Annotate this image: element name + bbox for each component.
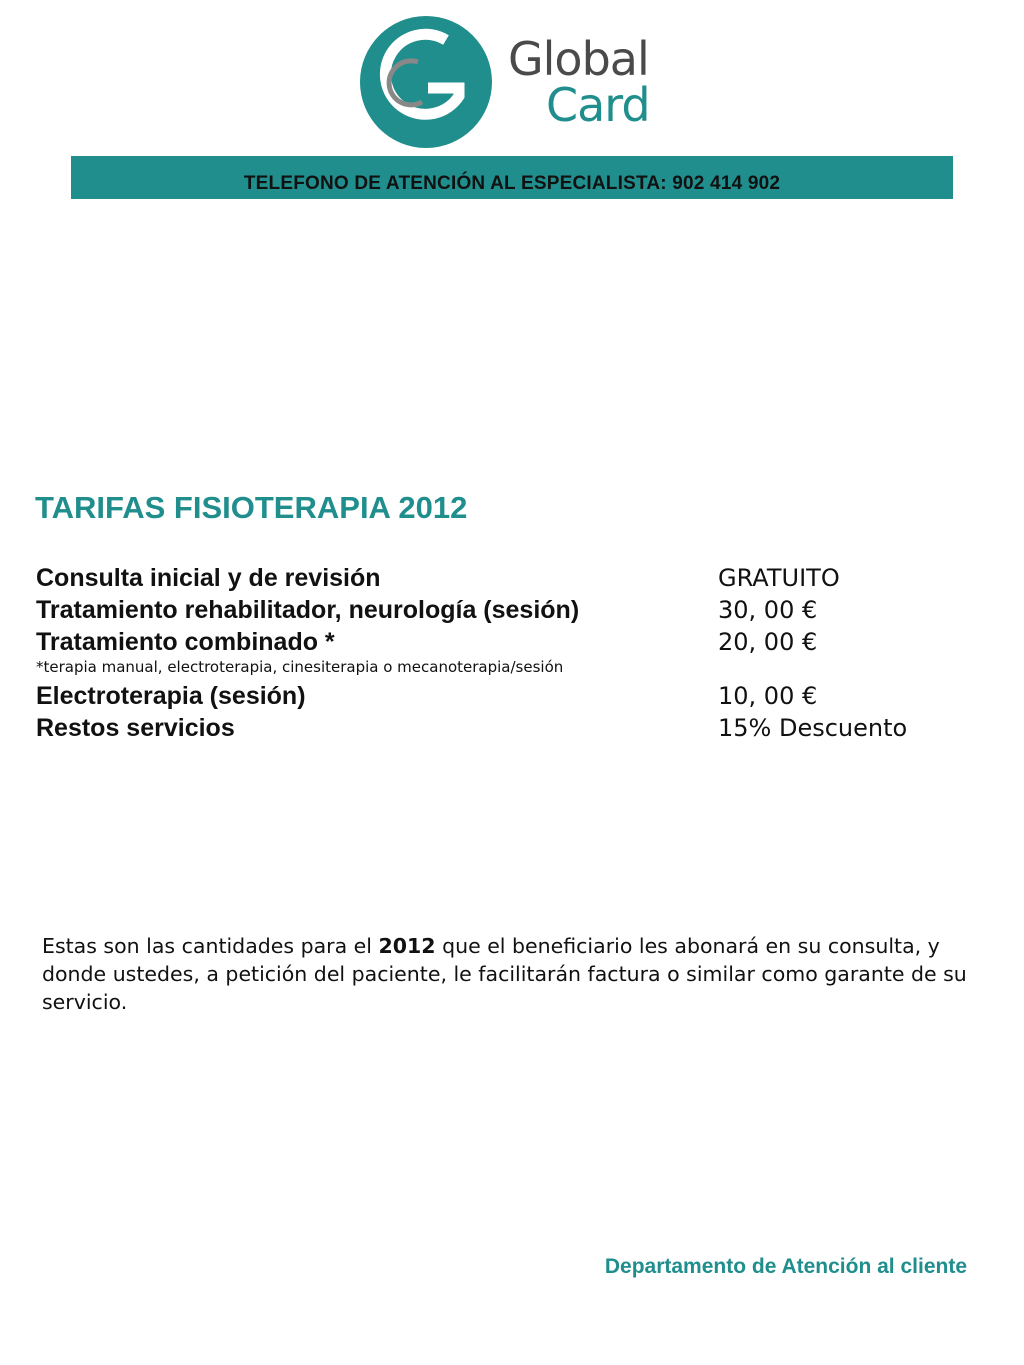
tariff-price: GRATUITO	[718, 564, 840, 592]
tariff-price: 20, 00 €	[718, 628, 818, 656]
tariff-label: Tratamiento combinado *	[36, 628, 335, 656]
logo-word-global: Global	[508, 32, 649, 86]
global-card-logo-mark-icon	[358, 14, 494, 150]
tariff-label: Electroterapia (sesión)	[36, 682, 306, 710]
tariff-label: Consulta inicial y de revisión	[36, 564, 381, 592]
tariff-row	[36, 594, 976, 626]
tariff-label: Tratamiento rehabilitador, neurología (sesión)	[36, 596, 580, 624]
tariffs-title: TARIFAS FISIOTERAPIA 2012	[35, 490, 468, 525]
tariff-label: Restos servicios	[36, 714, 235, 742]
tariff-row	[36, 680, 976, 712]
logo-wordmark	[508, 32, 650, 132]
phone-banner	[71, 156, 953, 199]
paragraph-year: 2012	[378, 934, 436, 958]
paragraph-text-start: Estas son las cantidades para el	[42, 934, 379, 958]
paragraph-text-end: que el beneficiario les abonará en su consulta, y donde ustedes, a petición del paciente, le facilitarán factura o similar como garante de su servicio.	[42, 934, 967, 1014]
logo-word-card: Card	[546, 78, 650, 132]
specialist-phone-text: TELEFONO DE ATENCIÓN AL ESPECIALISTA: 902 414 902	[243, 173, 781, 194]
tariff-price: 10, 00 €	[718, 682, 818, 710]
tariff-row	[36, 562, 976, 594]
tariff-footnote: *terapia manual, electroterapia, cinesiterapia o mecanoterapia/sesión	[36, 658, 564, 676]
tariff-row	[36, 626, 976, 658]
tariff-price: 30, 00 €	[718, 596, 818, 624]
tariffs-list	[36, 562, 976, 744]
explanatory-paragraph	[42, 932, 972, 1016]
tariff-row	[36, 712, 976, 744]
global-card-logo	[358, 14, 678, 150]
customer-service-department: Departamento de Atención al cliente	[604, 1255, 967, 1278]
tariff-price: 15% Descuento	[718, 714, 908, 742]
